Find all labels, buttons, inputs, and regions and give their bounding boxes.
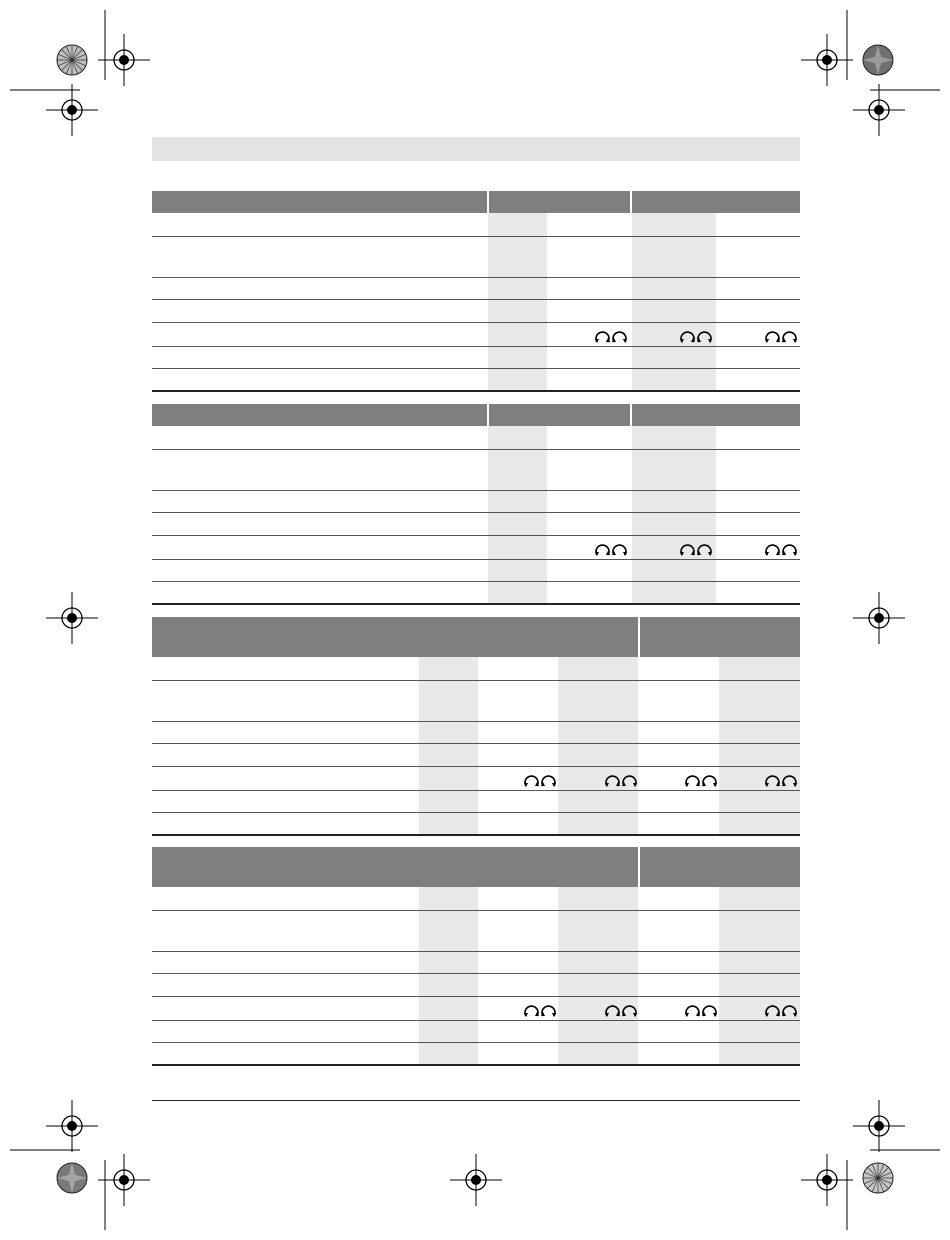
print-star-wheel-top-left [56,44,88,76]
shaded-column [419,887,478,1065]
registration-target-bottom-left-2 [98,1154,150,1206]
direction-of-rotation-icon [764,541,798,557]
spec-table-4 [152,847,800,1065]
shaded-column [632,426,716,604]
table-header-row [152,617,800,657]
header-divider [487,404,489,426]
registration-target-bottom-right-2 [853,1100,905,1152]
direction-of-rotation-icon [679,328,713,344]
header-divider [487,191,489,213]
row-divider [152,1042,800,1043]
shaded-column [419,657,478,835]
spec-table-1 [152,191,800,391]
row-divider [152,812,800,813]
registration-target-top-right-1 [801,34,853,86]
row-divider [152,277,800,278]
spec-table-2 [152,404,800,604]
page-footer-rule [152,1100,800,1101]
direction-of-rotation-icon [679,541,713,557]
row-divider [152,910,800,911]
row-divider [152,996,800,997]
registration-target-bottom-center [450,1154,502,1206]
direction-of-rotation-icon [684,1002,718,1018]
table-bottom-rule [152,834,800,836]
direction-of-rotation-icon [684,772,718,788]
print-star-wheel-top-right [862,44,894,76]
page-header-band [152,137,800,161]
row-divider [152,490,800,491]
row-divider [152,680,800,681]
shaded-column [558,887,638,1065]
row-divider [152,559,800,560]
row-divider [152,721,800,722]
registration-target-top-right-2 [853,84,905,136]
row-divider [152,236,800,237]
direction-of-rotation-icon [523,772,557,788]
registration-target-mid-right [853,592,905,644]
row-divider [152,1020,800,1021]
registration-target-top-left-1 [98,34,150,86]
table-header-row [152,847,800,887]
direction-of-rotation-icon [594,541,628,557]
spec-table-3 [152,617,800,835]
registration-target-top-left-2 [46,84,98,136]
shaded-column [719,887,800,1065]
row-divider [152,973,800,974]
table-bottom-rule [152,603,800,605]
table-header-row [152,191,800,213]
header-divider [630,191,632,213]
header-divider [630,404,632,426]
direction-of-rotation-icon [604,1002,638,1018]
print-star-wheel-bottom-left [56,1162,88,1194]
row-divider [152,368,800,369]
row-divider [152,766,800,767]
direction-of-rotation-icon [764,772,798,788]
table-bottom-rule [152,390,800,392]
table-header-row [152,404,800,426]
row-divider [152,512,800,513]
header-divider [638,847,640,887]
shaded-column [558,657,638,835]
print-star-wheel-bottom-right [862,1162,894,1194]
row-divider [152,535,800,536]
direction-of-rotation-icon [604,772,638,788]
registration-target-bottom-right-1 [801,1154,853,1206]
direction-of-rotation-icon [764,328,798,344]
registration-target-mid-left [46,592,98,644]
shaded-column [632,213,716,391]
shaded-column [488,213,547,391]
shaded-column [719,657,800,835]
shaded-column [488,426,547,604]
row-divider [152,581,800,582]
header-divider [638,617,640,657]
row-divider [152,299,800,300]
row-divider [152,790,800,791]
row-divider [152,951,800,952]
row-divider [152,346,800,347]
direction-of-rotation-icon [764,1002,798,1018]
registration-target-bottom-left-1 [46,1100,98,1152]
table-bottom-rule [152,1064,800,1066]
direction-of-rotation-icon [523,1002,557,1018]
row-divider [152,322,800,323]
direction-of-rotation-icon [594,328,628,344]
row-divider [152,743,800,744]
row-divider [152,449,800,450]
